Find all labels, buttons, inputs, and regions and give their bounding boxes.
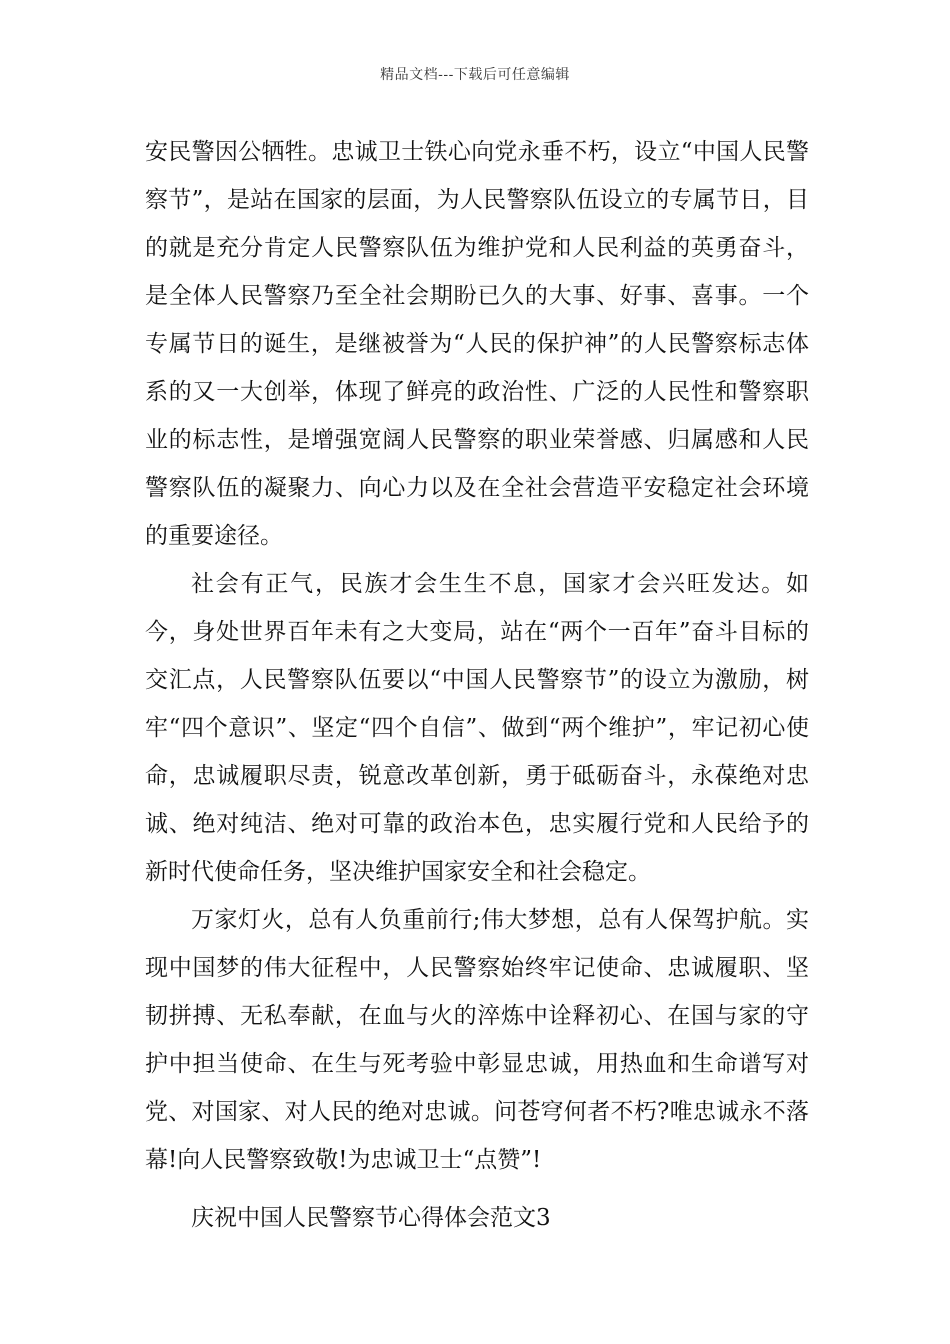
page-header: 精品文档---下载后可任意编辑 — [380, 67, 570, 83]
paragraph-2: 社会有正气，民族才会生生不息，国家才会兴旺发达。如今，身处世界百年未有之大变局，站在“两个一百年”奋斗目标的交汇点，人民警察队伍要以“中国人民警察节”的设立为激励，树牢“四个意识”、坚定“四个自信”、做到“两个维护”，牢记初心使命，忠诚履职尽责，锐意改革创新，勇于砥砺奋斗，永葆绝对忠诚、绝对纯洁、绝对可靠的政治本色，忠实履行党和人民给予的新时代使命任务，坚决维护国家安全和社会稳定。 — [145, 571, 809, 885]
document-body — [145, 128, 809, 1242]
section-heading: 庆祝中国人民警察节心得体会范文3 — [191, 1205, 551, 1231]
paragraph-3: 万家灯火，总有人负重前行;伟大梦想，总有人保驾护航。实现中国梦的伟大征程中，人民警察始终牢记使命、忠诚履职、坚韧拼搏、无私奉献，在血与火的淬炼中诠释初心、在国与家的守护中担当使命、在生与死考验中彰显忠诚，用热血和生命谱写对党、对国家、对人民的绝对忠诚。问苍穹何者不朽?唯忠诚永不落幕!向人民警察致敬!为忠诚卫士“点赞”! — [145, 907, 809, 1173]
paragraph-1: 安民警因公牺牲。忠诚卫士铁心向党永垂不朽，设立“中国人民警察节”，是站在国家的层面，为人民警察队伍设立的专属节日，目的就是充分肯定人民警察队伍为维护党和人民利益的英勇奋斗，是全体人民警察乃至全社会期盼已久的大事、好事、喜事。一个专属节日的诞生，是继被誉为“人民的保护神”的人民警察标志体系的又一大创举，体现了鲜亮的政治性、广泛的人民性和警察职业的标志性，是增强宽阔人民警察的职业荣誉感、归属感和人民警察队伍的凝聚力、向心力以及在全社会营造平安稳定社会环境的重要途径。 — [145, 139, 809, 549]
